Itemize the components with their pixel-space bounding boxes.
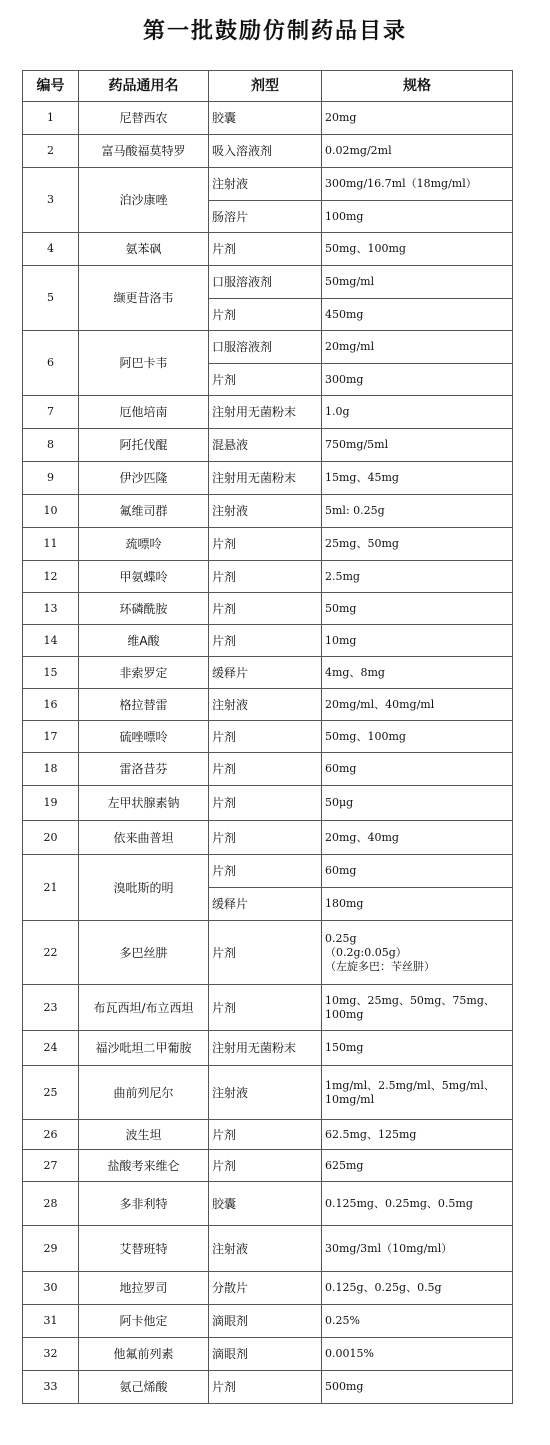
cell-no: 18: [23, 753, 79, 786]
cell-no: 5: [23, 266, 79, 331]
table-row: [23, 528, 513, 561]
cell-no: 17: [23, 721, 79, 753]
table-row: [23, 462, 513, 495]
cell-specification: 60mg: [322, 753, 513, 786]
cell-specification: 4mg、8mg: [322, 657, 513, 689]
table-row: [23, 1120, 513, 1150]
cell-dosage-form: 片剂: [209, 985, 322, 1031]
cell-no: 20: [23, 821, 79, 855]
cell-specification: 15mg、45mg: [322, 462, 513, 495]
cell-no: 30: [23, 1272, 79, 1305]
cell-drug-name: 多巴丝肼: [79, 921, 209, 985]
cell-dosage-form: 注射液: [209, 689, 322, 721]
cell-specification: 180mg: [322, 888, 513, 921]
cell-no: 10: [23, 495, 79, 528]
cell-no: 19: [23, 786, 79, 821]
cell-no: 8: [23, 429, 79, 462]
cell-dosage-form: 注射液: [209, 168, 322, 201]
cell-no: 3: [23, 168, 79, 233]
cell-dosage-form: 片剂: [209, 528, 322, 561]
table-row: [23, 593, 513, 625]
cell-no: 6: [23, 331, 79, 396]
table-row: [23, 429, 513, 462]
cell-dosage-form: 片剂: [209, 364, 322, 396]
table-row: [23, 786, 513, 821]
cell-specification: 625mg: [322, 1150, 513, 1182]
cell-specification: 300mg/16.7ml（18mg/ml）: [322, 168, 513, 201]
cell-specification: 50mg、100mg: [322, 233, 513, 266]
cell-specification: 1mg/ml、2.5mg/ml、5mg/ml、10mg/ml: [322, 1066, 513, 1120]
cell-dosage-form: 滴眼剂: [209, 1338, 322, 1371]
cell-drug-name: 尼替西农: [79, 102, 209, 135]
cell-drug-name: 巯嘌呤: [79, 528, 209, 561]
cell-dosage-form: 肠溶片: [209, 201, 322, 233]
header-no: 编号: [23, 71, 79, 102]
header-form: 剂型: [209, 71, 322, 102]
cell-no: 1: [23, 102, 79, 135]
cell-dosage-form: 片剂: [209, 921, 322, 985]
cell-dosage-form: 口服溶液剂: [209, 331, 322, 364]
cell-specification: 1.0g: [322, 396, 513, 429]
cell-no: 29: [23, 1226, 79, 1272]
table-row: [23, 168, 513, 201]
table-row: [23, 1338, 513, 1371]
cell-specification: 2.5mg: [322, 561, 513, 593]
cell-dosage-form: 片剂: [209, 1371, 322, 1404]
table-row: [23, 102, 513, 135]
cell-dosage-form: 片剂: [209, 593, 322, 625]
cell-specification: 500mg: [322, 1371, 513, 1404]
cell-drug-name: 雷洛昔芬: [79, 753, 209, 786]
cell-no: 26: [23, 1120, 79, 1150]
cell-drug-name: 福沙吡坦二甲葡胺: [79, 1031, 209, 1066]
cell-specification: 50μg: [322, 786, 513, 821]
cell-dosage-form: 片剂: [209, 855, 322, 888]
cell-specification: 10mg、25mg、50mg、75mg、100mg: [322, 985, 513, 1031]
cell-drug-name: 阿托伐醌: [79, 429, 209, 462]
cell-specification: 750mg/5ml: [322, 429, 513, 462]
table-row: [23, 721, 513, 753]
cell-dosage-form: 缓释片: [209, 888, 322, 921]
cell-dosage-form: 胶囊: [209, 1182, 322, 1226]
header-name: 药品通用名: [79, 71, 209, 102]
cell-dosage-form: 注射液: [209, 1226, 322, 1272]
header-spec: 规格: [322, 71, 513, 102]
cell-drug-name: 非索罗定: [79, 657, 209, 689]
cell-drug-name: 硫唑嘌呤: [79, 721, 209, 753]
cell-no: 16: [23, 689, 79, 721]
cell-drug-name: 地拉罗司: [79, 1272, 209, 1305]
cell-no: 31: [23, 1305, 79, 1338]
cell-dosage-form: 片剂: [209, 625, 322, 657]
cell-dosage-form: 片剂: [209, 1150, 322, 1182]
cell-specification: 62.5mg、125mg: [322, 1120, 513, 1150]
cell-specification: 10mg: [322, 625, 513, 657]
cell-no: 4: [23, 233, 79, 266]
cell-no: 12: [23, 561, 79, 593]
cell-specification: 20mg: [322, 102, 513, 135]
table-row: [23, 1272, 513, 1305]
cell-dosage-form: 片剂: [209, 721, 322, 753]
table-row: [23, 1226, 513, 1272]
cell-drug-name: 富马酸福莫特罗: [79, 135, 209, 168]
table-row: [23, 821, 513, 855]
cell-dosage-form: 注射用无菌粉末: [209, 396, 322, 429]
table-row: [23, 135, 513, 168]
cell-specification: 20mg/ml: [322, 331, 513, 364]
cell-dosage-form: 片剂: [209, 753, 322, 786]
cell-dosage-form: 片剂: [209, 786, 322, 821]
cell-drug-name: 左甲状腺素钠: [79, 786, 209, 821]
cell-drug-name: 溴吡斯的明: [79, 855, 209, 921]
cell-no: 7: [23, 396, 79, 429]
cell-drug-name: 氨己烯酸: [79, 1371, 209, 1404]
cell-dosage-form: 片剂: [209, 299, 322, 331]
table-row: [23, 495, 513, 528]
cell-no: 21: [23, 855, 79, 921]
table-row: [23, 921, 513, 985]
cell-dosage-form: 吸入溶液剂: [209, 135, 322, 168]
table-row: [23, 331, 513, 364]
cell-dosage-form: 片剂: [209, 233, 322, 266]
cell-no: 11: [23, 528, 79, 561]
cell-no: 28: [23, 1182, 79, 1226]
cell-dosage-form: 片剂: [209, 1120, 322, 1150]
cell-specification: 0.25%: [322, 1305, 513, 1338]
cell-drug-name: 阿卡他定: [79, 1305, 209, 1338]
cell-no: 27: [23, 1150, 79, 1182]
table-row: [23, 266, 513, 299]
cell-specification: 60mg: [322, 855, 513, 888]
table-row: [23, 625, 513, 657]
cell-dosage-form: 注射液: [209, 495, 322, 528]
cell-drug-name: 艾替班特: [79, 1226, 209, 1272]
cell-specification: 0.125g、0.25g、0.5g: [322, 1272, 513, 1305]
cell-specification: 50mg、100mg: [322, 721, 513, 753]
cell-specification: 450mg: [322, 299, 513, 331]
cell-drug-name: 依来曲普坦: [79, 821, 209, 855]
cell-drug-name: 格拉替雷: [79, 689, 209, 721]
cell-no: 9: [23, 462, 79, 495]
cell-drug-name: 氟维司群: [79, 495, 209, 528]
table-row: [23, 233, 513, 266]
cell-dosage-form: 注射用无菌粉末: [209, 1031, 322, 1066]
table-row: [23, 657, 513, 689]
cell-drug-name: 他氟前列素: [79, 1338, 209, 1371]
cell-drug-name: 曲前列尼尔: [79, 1066, 209, 1120]
cell-dosage-form: 片剂: [209, 821, 322, 855]
table-row: [23, 689, 513, 721]
table-row: [23, 561, 513, 593]
cell-specification: 0.25g （0.2g:0.05g） （左旋多巴：苄丝肼）: [322, 921, 513, 985]
cell-specification: 50mg: [322, 593, 513, 625]
cell-specification: 300mg: [322, 364, 513, 396]
table-row: [23, 396, 513, 429]
cell-no: 15: [23, 657, 79, 689]
cell-dosage-form: 缓释片: [209, 657, 322, 689]
cell-specification: 0.125mg、0.25mg、0.5mg: [322, 1182, 513, 1226]
cell-drug-name: 环磷酰胺: [79, 593, 209, 625]
cell-drug-name: 甲氨蝶呤: [79, 561, 209, 593]
table-row: [23, 1371, 513, 1404]
cell-no: 25: [23, 1066, 79, 1120]
cell-drug-name: 布瓦西坦/布立西坦: [79, 985, 209, 1031]
cell-specification: 20mg、40mg: [322, 821, 513, 855]
cell-dosage-form: 口服溶液剂: [209, 266, 322, 299]
drug-catalog-table: [22, 70, 513, 1404]
cell-specification: 0.02mg/2ml: [322, 135, 513, 168]
cell-specification: 30mg/3ml（10mg/ml）: [322, 1226, 513, 1272]
cell-specification: 25mg、50mg: [322, 528, 513, 561]
cell-no: 24: [23, 1031, 79, 1066]
cell-specification: 0.0015%: [322, 1338, 513, 1371]
cell-dosage-form: 胶囊: [209, 102, 322, 135]
cell-drug-name: 泊沙康唑: [79, 168, 209, 233]
cell-dosage-form: 分散片: [209, 1272, 322, 1305]
cell-specification: 100mg: [322, 201, 513, 233]
table-row: [23, 1031, 513, 1066]
cell-no: 2: [23, 135, 79, 168]
cell-drug-name: 厄他培南: [79, 396, 209, 429]
page-title: 第一批鼓励仿制药品目录: [142, 19, 407, 44]
cell-no: 14: [23, 625, 79, 657]
table-row: [23, 1305, 513, 1338]
table-row: [23, 1182, 513, 1226]
cell-drug-name: 多非利特: [79, 1182, 209, 1226]
cell-drug-name: 氨苯砜: [79, 233, 209, 266]
cell-dosage-form: 片剂: [209, 561, 322, 593]
cell-drug-name: 阿巴卡韦: [79, 331, 209, 396]
cell-no: 33: [23, 1371, 79, 1404]
cell-dosage-form: 混悬液: [209, 429, 322, 462]
cell-no: 13: [23, 593, 79, 625]
table-row: [23, 753, 513, 786]
cell-drug-name: 波生坦: [79, 1120, 209, 1150]
cell-dosage-form: 滴眼剂: [209, 1305, 322, 1338]
cell-specification: 20mg/ml、40mg/ml: [322, 689, 513, 721]
cell-drug-name: 盐酸考来维仑: [79, 1150, 209, 1182]
table-header-row: [23, 71, 513, 102]
cell-specification: 50mg/ml: [322, 266, 513, 299]
cell-no: 22: [23, 921, 79, 985]
cell-dosage-form: 注射用无菌粉末: [209, 462, 322, 495]
cell-drug-name: 维A酸: [79, 625, 209, 657]
cell-drug-name: 缬更昔洛韦: [79, 266, 209, 331]
table-row: [23, 985, 513, 1031]
table-row: [23, 855, 513, 888]
table-row: [23, 1150, 513, 1182]
cell-no: 32: [23, 1338, 79, 1371]
table-row: [23, 1066, 513, 1120]
cell-drug-name: 伊沙匹隆: [79, 462, 209, 495]
cell-specification: 5ml: 0.25g: [322, 495, 513, 528]
cell-specification: 150mg: [322, 1031, 513, 1066]
cell-dosage-form: 注射液: [209, 1066, 322, 1120]
cell-no: 23: [23, 985, 79, 1031]
